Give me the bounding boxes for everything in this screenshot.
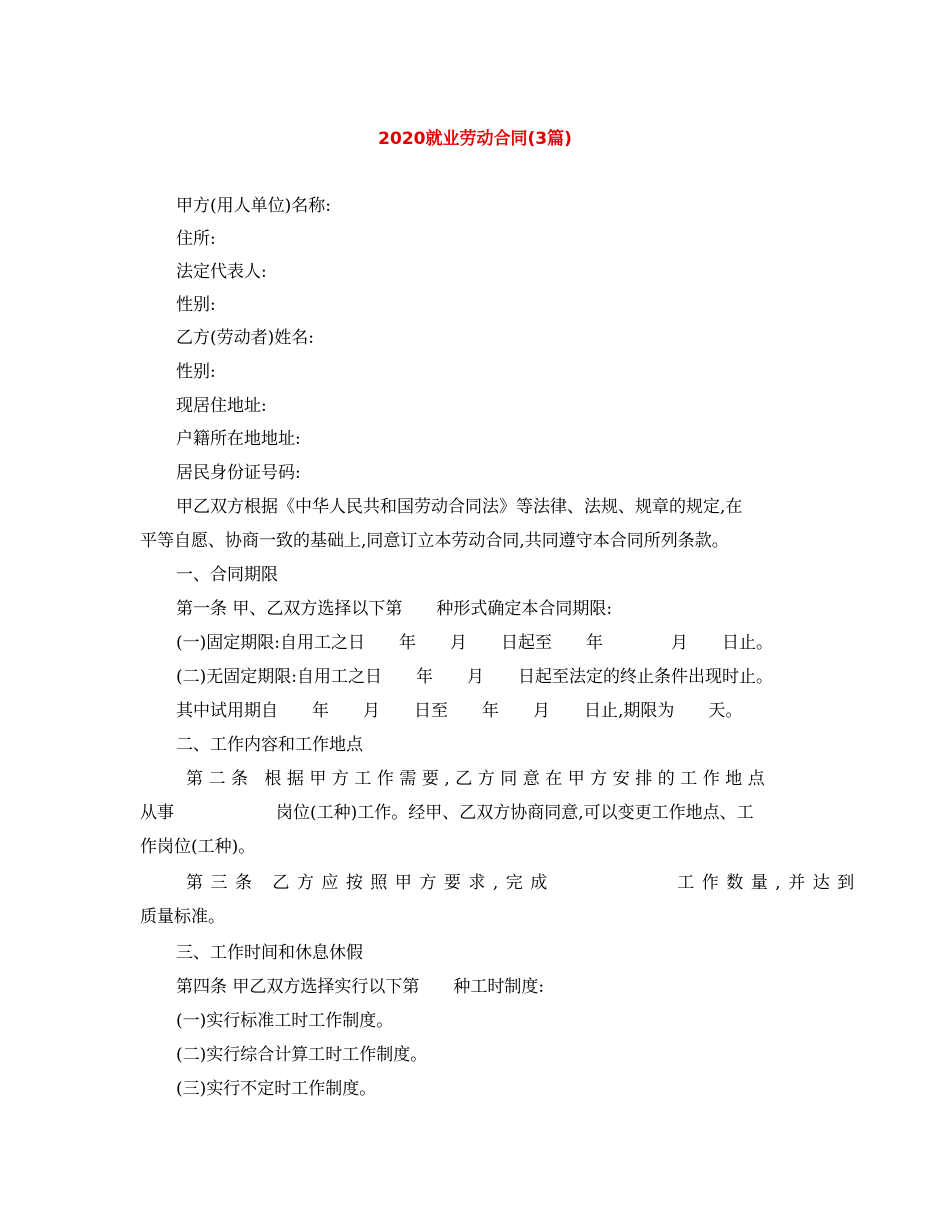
party-b-name: 乙方(劳动者)姓名:: [176, 328, 314, 348]
document-title: 2020就业劳动合同(3篇): [378, 129, 572, 149]
id-number: 居民身份证号码:: [176, 463, 301, 483]
section-2-heading: 二、工作内容和工作地点: [176, 735, 363, 755]
article-4: 第四条 甲乙双方选择实行以下第 种工时制度:: [176, 977, 545, 997]
article-3-line-1: 第三条 乙方应按照甲方要求,完成 工作数量,并达到: [186, 873, 862, 893]
standard-hours-option: (一)实行标准工时工作制度。: [176, 1011, 394, 1031]
article-2-line-1: 第二条 根据甲方工作需要,乙方同意在甲方安排的工作地点: [186, 769, 771, 789]
preamble-line-1: 甲乙双方根据《中华人民共和国劳动合同法》等法律、法规、规章的规定,在: [176, 497, 743, 517]
legal-representative: 法定代表人:: [176, 262, 267, 282]
probation-period: 其中试用期自 年 月 日至 年 月 日止,期限为 天。: [176, 701, 743, 721]
flexible-hours-option: (三)实行不定时工作制度。: [176, 1079, 377, 1099]
party-a-name: 甲方(用人单位)名称:: [176, 196, 331, 216]
article-3-line-2: 质量标准。: [140, 907, 225, 927]
party-a-address: 住所:: [176, 229, 216, 249]
article-2-line-3: 作岗位(工种)。: [140, 837, 256, 857]
open-term-option: (二)无固定期限:自用工之日 年 月 日起至法定的终止条件出现时止。: [176, 667, 773, 687]
article-1: 第一条 甲、乙双方选择以下第 种形式确定本合同期限:: [176, 599, 613, 619]
comprehensive-hours-option: (二)实行综合计算工时工作制度。: [176, 1045, 428, 1065]
section-3-heading: 三、工作时间和休息休假: [176, 943, 363, 963]
preamble-line-2: 平等自愿、协商一致的基础上,同意订立本劳动合同,共同遵守本合同所列条款。: [140, 531, 729, 551]
section-1-heading: 一、合同期限: [176, 565, 278, 585]
article-2-line-2: 从事 岗位(工种)工作。经甲、乙双方协商同意,可以变更工作地点、工: [140, 803, 754, 823]
party-a-gender: 性别:: [176, 295, 216, 315]
party-b-gender: 性别:: [176, 362, 216, 382]
fixed-term-option: (一)固定期限:自用工之日 年 月 日起至 年 月 日止。: [176, 633, 773, 653]
current-address: 现居住地址:: [176, 396, 267, 416]
household-address: 户籍所在地地址:: [176, 429, 301, 449]
